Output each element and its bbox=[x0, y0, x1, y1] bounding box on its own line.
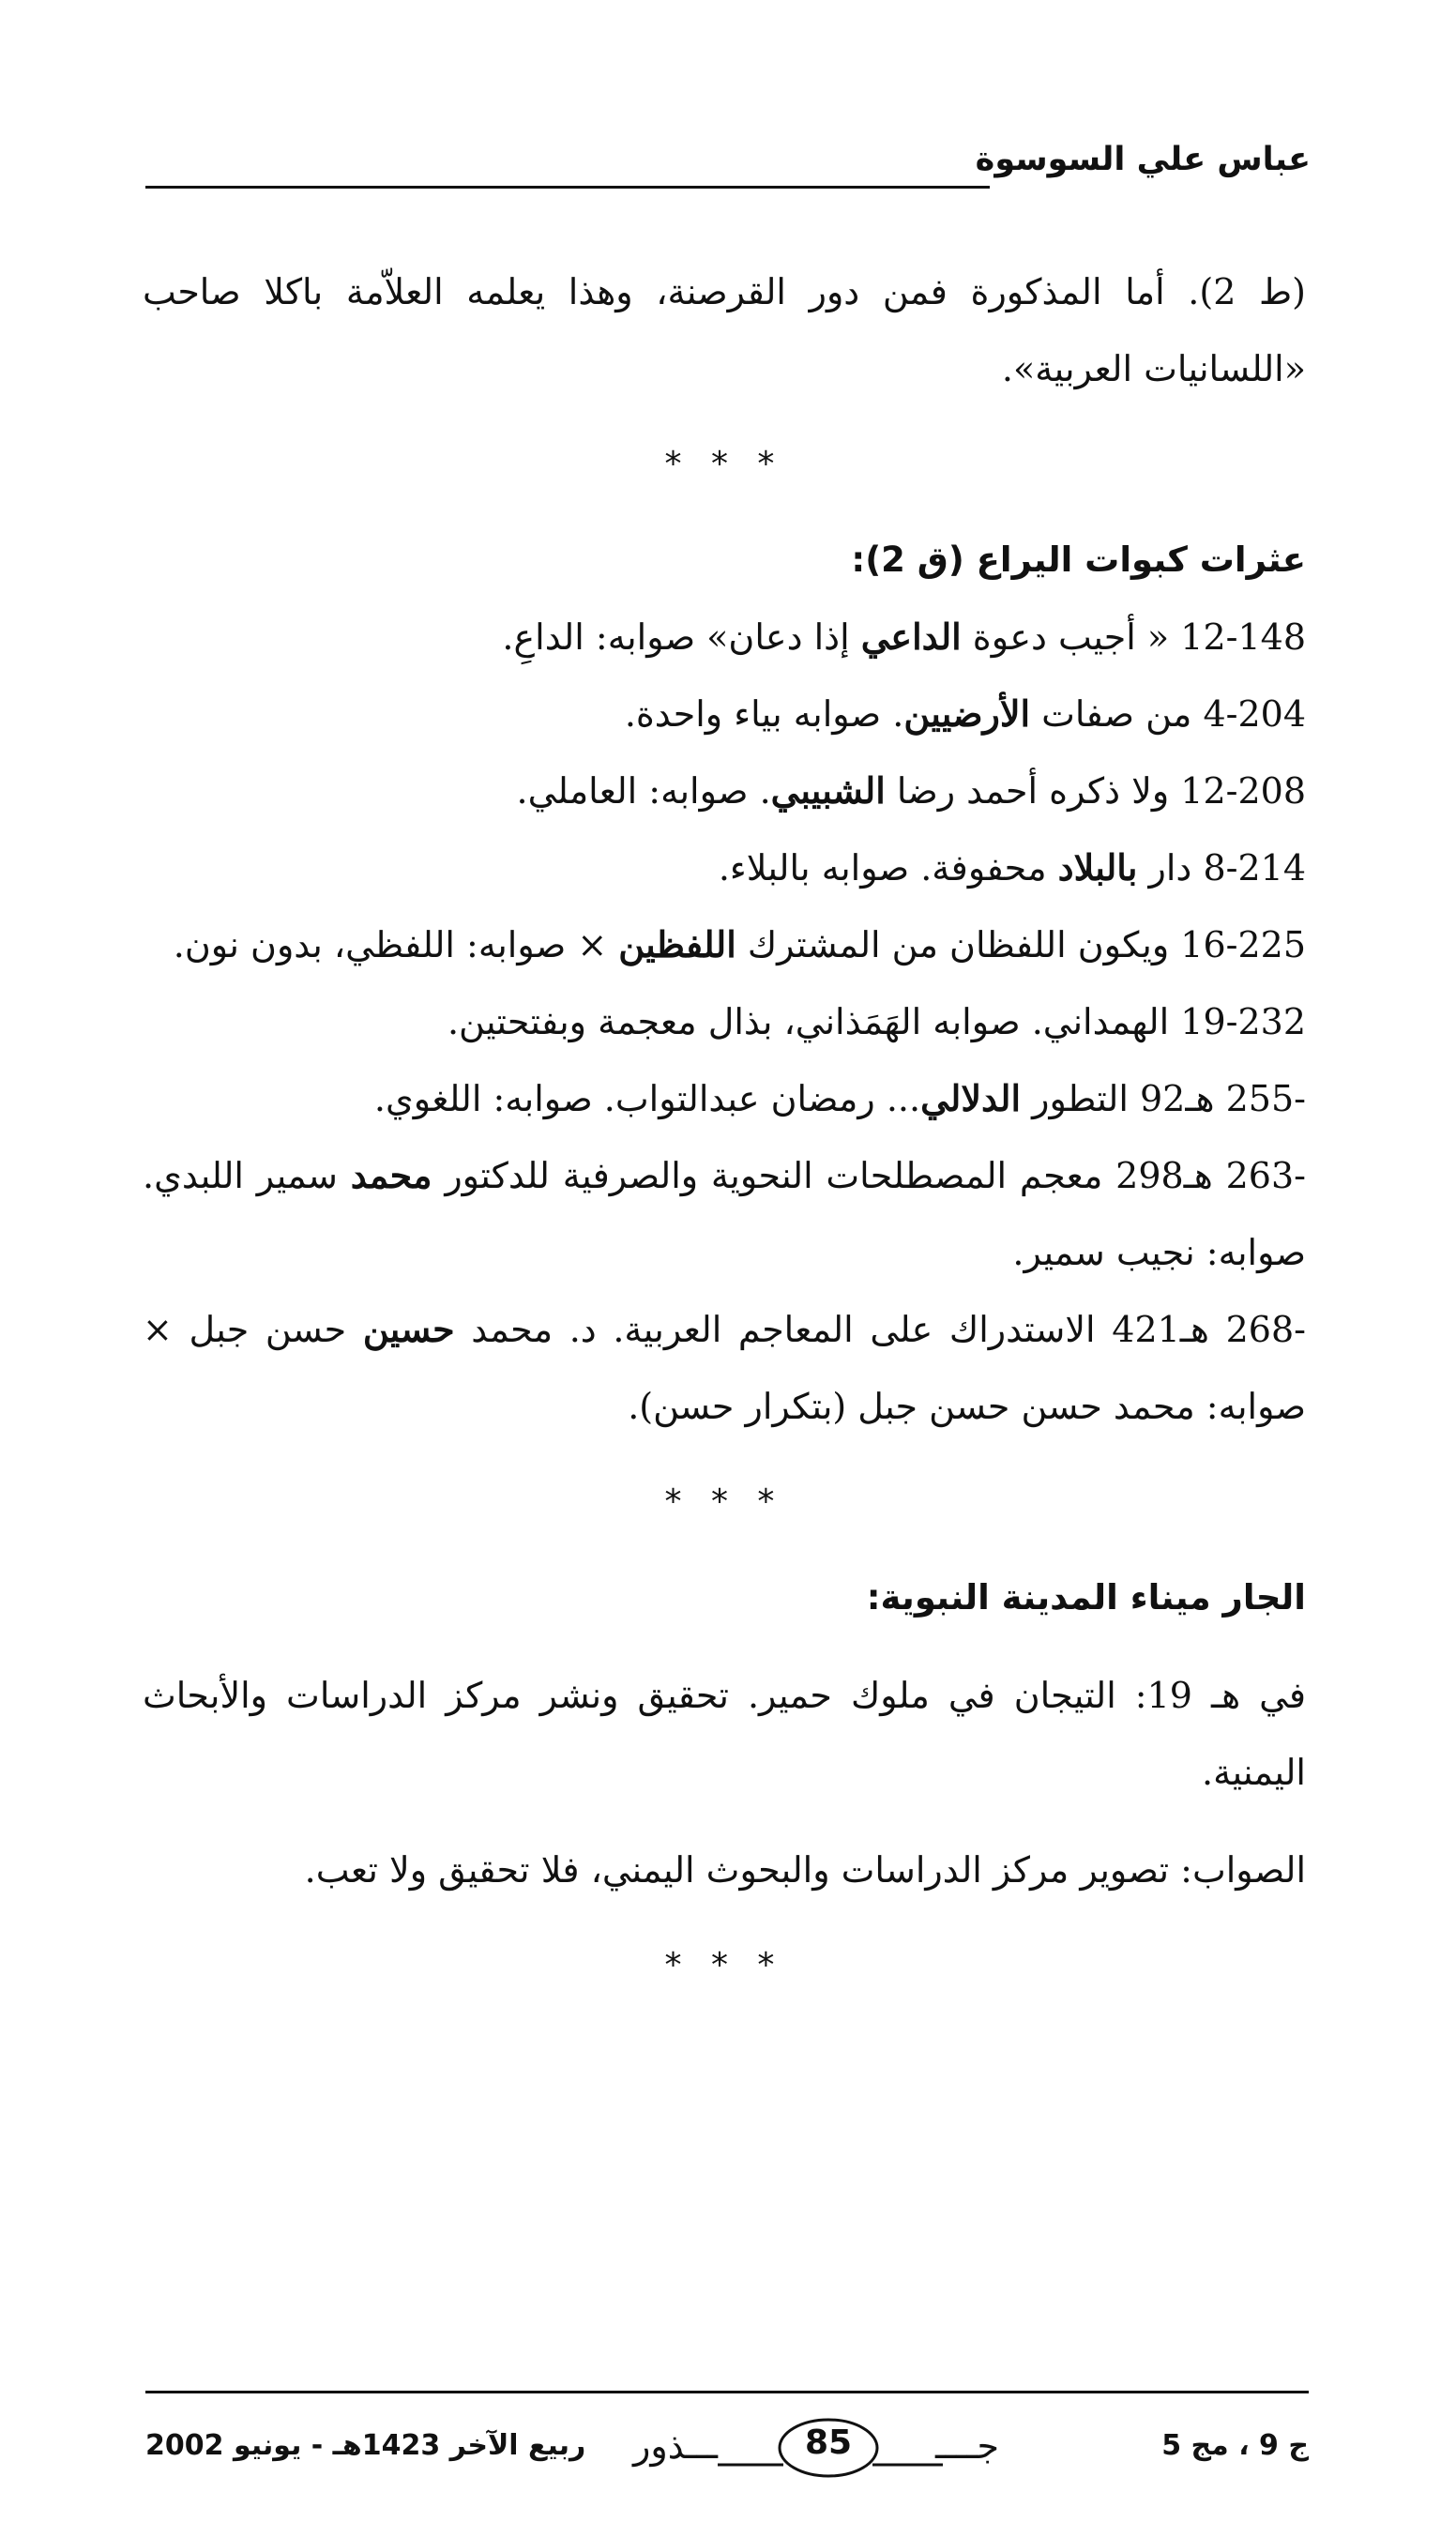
separator-stars: * * * bbox=[664, 1946, 784, 1984]
errata-entry: 12-208 ولا ذكره أحمد رضا الشبيبي. صوابه: العاملي. bbox=[516, 769, 1306, 812]
section-title-aljar: الجار ميناء المدينة النبوية: bbox=[866, 1577, 1306, 1618]
separator-stars: * * * bbox=[664, 1482, 784, 1521]
header-rule bbox=[145, 186, 990, 189]
footer-rule bbox=[145, 2391, 1309, 2393]
page-number: 85 bbox=[804, 2423, 853, 2462]
footer-date: ربيع الآخر 1423هـ - يونيو 2002 bbox=[145, 2429, 586, 2462]
running-header-author: عباس علي السوسوة bbox=[975, 141, 1311, 178]
errata-entry: 268- هـ421 الاستدراك على المعاجم العربية. د. محمد حسين حسن جبل × صوابه: محمد حسن حسن جبل (بتكرار حسن). bbox=[143, 1308, 1306, 1427]
footer-journal-mark bbox=[633, 2416, 1027, 2482]
errata-entry: 16-225 ويكون اللفظان من المشترك اللفظين × صوابه: اللفظي، بدون نون. bbox=[173, 923, 1306, 965]
errata-list bbox=[143, 599, 1306, 1445]
intro-paragraph: (ط 2). أما المذكورة فمن دور القرصنة، وهذا يعلمه العلاّمة باكلا صاحب «اللسانيات العربية». bbox=[143, 271, 1306, 389]
separator-stars: * * * bbox=[664, 445, 784, 483]
errata-entry: 8-214 دار بالبلاد محفوفة. صوابه بالبلاء. bbox=[718, 846, 1306, 889]
footer-issue: ج 9 ، مج 5 bbox=[1161, 2429, 1309, 2462]
errata-entry: 12-148 « أجيب دعوة الداعي إذا دعان» صوابه: الداعِ. bbox=[502, 615, 1306, 658]
page-footer bbox=[145, 2416, 1309, 2482]
journal-name-left: ـــذور bbox=[633, 2425, 719, 2467]
journal-name-right: جــــ bbox=[934, 2425, 999, 2467]
errata-entry: 263- هـ298 معجم المصطلحات النحوية والصرفية للدكتور محمد سمير اللبدي. صوابه: نجيب سمير. bbox=[143, 1154, 1306, 1273]
section-title-kabawat: عثرات كبوات اليراع (ق 2): bbox=[851, 539, 1306, 580]
section-paragraph: في هـ 19: التيجان في ملوك حمير. تحقيق ونشر مركز الدراسات والأبحاث اليمنية. bbox=[143, 1675, 1307, 1793]
errata-entry: 19-232 الهمداني. صوابه الهَمَذاني، بذال معجمة وبفتحتين. bbox=[447, 1001, 1306, 1042]
section-paragraph: الصواب: تصوير مركز الدراسات والبحوث اليمني، فلا تحقيق ولا تعب. bbox=[304, 1849, 1306, 1891]
page-body bbox=[143, 253, 1306, 2023]
errata-entry: 4-204 من صفات الأرضيين. صوابه بياء واحدة. bbox=[624, 692, 1306, 735]
errata-entry: 255- هـ92 التطور الدلالي... رمضان عبدالتواب. صوابه: اللغوي. bbox=[373, 1077, 1306, 1119]
